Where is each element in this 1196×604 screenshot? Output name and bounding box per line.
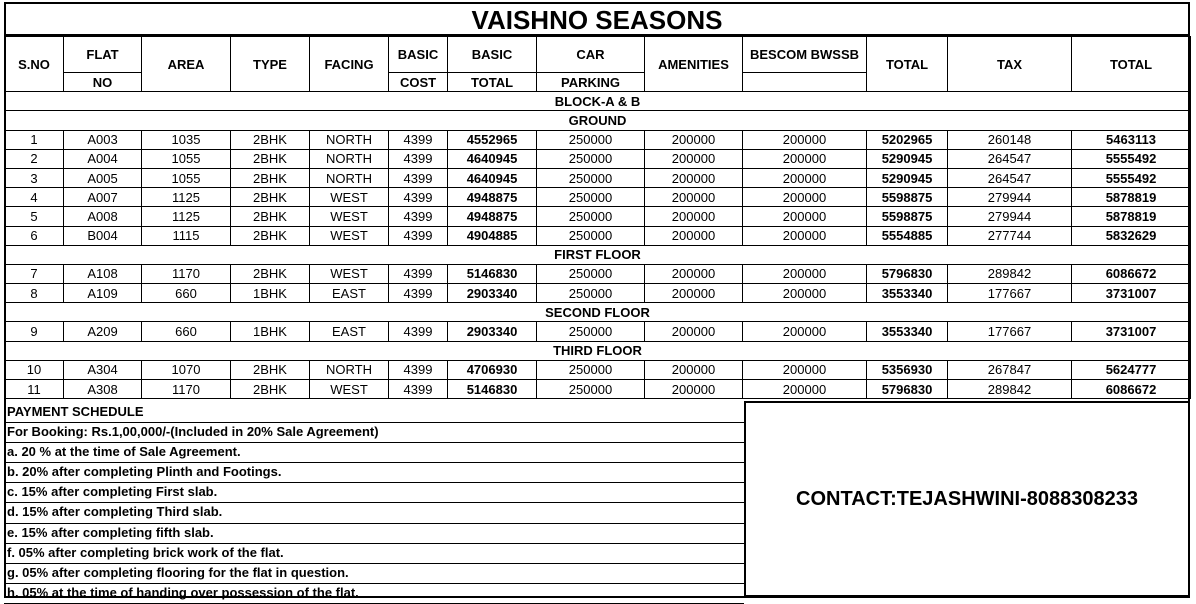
table-row [5, 207, 1191, 226]
contact-box: CONTACT:TEJASHWINI-8088308233 [744, 401, 1190, 597]
table-cell: 1170 [142, 264, 231, 283]
project-title: VAISHNO SEASONS [4, 2, 1190, 36]
table-cell: 5878819 [1072, 207, 1191, 226]
table-row [5, 264, 1191, 283]
table-cell: 200000 [645, 360, 743, 379]
table-cell: 267847 [948, 360, 1072, 379]
table-cell: 1BHK [231, 322, 310, 341]
table-row [5, 284, 1191, 303]
table-cell: NORTH [310, 360, 389, 379]
table-cell: 5463113 [1072, 130, 1191, 149]
table-row [5, 168, 1191, 187]
table-cell: 6 [5, 226, 64, 245]
table-cell: 1035 [142, 130, 231, 149]
table-cell: A108 [64, 264, 142, 283]
table-cell: 4399 [389, 188, 448, 207]
table-cell: 200000 [743, 168, 867, 187]
table-cell: 1070 [142, 360, 231, 379]
table-cell: 1125 [142, 207, 231, 226]
table-cell: 277744 [948, 226, 1072, 245]
table-row [5, 226, 1191, 245]
table-cell: 250000 [537, 226, 645, 245]
table-cell: 4399 [389, 130, 448, 149]
table-cell: 5290945 [867, 168, 948, 187]
table-cell: 4399 [389, 226, 448, 245]
payment-line: a. 20 % at the time of Sale Agreement. [4, 443, 744, 463]
table-cell: WEST [310, 264, 389, 283]
table-cell: NORTH [310, 149, 389, 168]
table-row [5, 130, 1191, 149]
payment-line: f. 05% after completing brick work of the flat. [4, 544, 744, 564]
table-cell: 279944 [948, 188, 1072, 207]
table-cell: NORTH [310, 130, 389, 149]
table-cell: A304 [64, 360, 142, 379]
header-type: TYPE [231, 37, 310, 92]
payment-line: g. 05% after completing flooring for the flat in question. [4, 564, 744, 584]
table-cell: 4706930 [448, 360, 537, 379]
table-cell: 200000 [743, 322, 867, 341]
table-cell: 250000 [537, 207, 645, 226]
table-cell: 3 [5, 168, 64, 187]
table-cell: 5555492 [1072, 149, 1191, 168]
payment-heading: PAYMENT SCHEDULE [4, 403, 744, 423]
header-tax: TAX [948, 37, 1072, 92]
table-cell: 264547 [948, 168, 1072, 187]
table-cell: 5356930 [867, 360, 948, 379]
price-table [4, 36, 1191, 399]
table-row [5, 360, 1191, 379]
table-cell: 4399 [389, 207, 448, 226]
table-cell: 4399 [389, 322, 448, 341]
table-cell: 200000 [645, 226, 743, 245]
table-cell: 250000 [537, 188, 645, 207]
table-cell: WEST [310, 226, 389, 245]
header-basic-total: BASIC [448, 37, 537, 73]
header-grand-total: TOTAL [1072, 37, 1191, 92]
table-cell: 4399 [389, 284, 448, 303]
table-cell: 250000 [537, 130, 645, 149]
table-cell: 1055 [142, 168, 231, 187]
payment-line: b. 20% after completing Plinth and Footings. [4, 463, 744, 483]
table-cell: 200000 [743, 284, 867, 303]
table-cell: 5878819 [1072, 188, 1191, 207]
table-cell: 4552965 [448, 130, 537, 149]
table-cell: 4399 [389, 264, 448, 283]
table-cell: 1125 [142, 188, 231, 207]
table-cell: 200000 [743, 130, 867, 149]
table-cell: 2BHK [231, 130, 310, 149]
table-cell: 200000 [645, 188, 743, 207]
section-label: THIRD FLOOR [5, 341, 1191, 360]
table-cell: 4640945 [448, 168, 537, 187]
table-cell: 250000 [537, 264, 645, 283]
table-cell: 200000 [645, 168, 743, 187]
table-cell: 200000 [743, 360, 867, 379]
table-cell: 2903340 [448, 284, 537, 303]
table-cell: 3553340 [867, 284, 948, 303]
table-row [5, 149, 1191, 168]
table-cell: 6086672 [1072, 264, 1191, 283]
table-cell: 5146830 [448, 264, 537, 283]
header-flat: FLAT [64, 37, 142, 73]
table-cell: 250000 [537, 284, 645, 303]
table-cell: 250000 [537, 149, 645, 168]
table-cell: EAST [310, 322, 389, 341]
table-cell: 200000 [743, 149, 867, 168]
table-cell: B004 [64, 226, 142, 245]
table-cell: 200000 [743, 188, 867, 207]
table-cell: A007 [64, 188, 142, 207]
table-cell: 2BHK [231, 226, 310, 245]
table-cell: 4399 [389, 168, 448, 187]
table-cell: 3731007 [1072, 322, 1191, 341]
table-cell: 3553340 [867, 322, 948, 341]
table-cell: 6086672 [1072, 380, 1191, 399]
table-cell: 2BHK [231, 380, 310, 399]
table-cell: A003 [64, 130, 142, 149]
table-cell: 200000 [645, 380, 743, 399]
table-row [5, 188, 1191, 207]
table-cell: 2BHK [231, 207, 310, 226]
header-basic-cost: BASIC [389, 37, 448, 73]
table-cell: 4948875 [448, 188, 537, 207]
table-cell: 5598875 [867, 188, 948, 207]
table-cell: 4904885 [448, 226, 537, 245]
header-flat-no: NO [64, 73, 142, 92]
table-cell: 2BHK [231, 168, 310, 187]
table-cell: 7 [5, 264, 64, 283]
table-cell: 5796830 [867, 380, 948, 399]
table-cell: 1 [5, 130, 64, 149]
table-cell: WEST [310, 207, 389, 226]
payment-line: c. 15% after completing First slab. [4, 483, 744, 503]
table-cell: 5624777 [1072, 360, 1191, 379]
table-cell: 250000 [537, 322, 645, 341]
table-cell: 250000 [537, 168, 645, 187]
header-sno: S.NO [5, 37, 64, 92]
table-cell: 177667 [948, 322, 1072, 341]
table-cell: 2BHK [231, 149, 310, 168]
table-cell: 200000 [645, 284, 743, 303]
header-facing: FACING [310, 37, 389, 92]
table-cell: 264547 [948, 149, 1072, 168]
table-cell: A209 [64, 322, 142, 341]
payment-line: For Booking: Rs.1,00,000/-(Included in 20% Sale Agreement) [4, 423, 744, 443]
table-cell: 5202965 [867, 130, 948, 149]
table-cell: 1BHK [231, 284, 310, 303]
table-cell: A008 [64, 207, 142, 226]
table-cell: 5796830 [867, 264, 948, 283]
table-cell: 5554885 [867, 226, 948, 245]
table-cell: 4399 [389, 360, 448, 379]
table-cell: A109 [64, 284, 142, 303]
table-cell: 660 [142, 284, 231, 303]
table-cell: 250000 [537, 360, 645, 379]
table-cell: 200000 [645, 149, 743, 168]
table-row [5, 322, 1191, 341]
table-cell: 4399 [389, 380, 448, 399]
header-car: CAR [537, 37, 645, 73]
table-cell: 1170 [142, 380, 231, 399]
block-label: BLOCK-A & B [5, 92, 1191, 111]
table-cell: 289842 [948, 380, 1072, 399]
table-cell: A005 [64, 168, 142, 187]
table-cell: 5832629 [1072, 226, 1191, 245]
header-total: TOTAL [867, 37, 948, 92]
table-cell: 200000 [743, 226, 867, 245]
table-cell: 4399 [389, 149, 448, 168]
table-cell: 660 [142, 322, 231, 341]
table-cell: 11 [5, 380, 64, 399]
table-cell: 200000 [645, 264, 743, 283]
table-cell: 279944 [948, 207, 1072, 226]
header-bescom-2 [743, 73, 867, 92]
table-cell: 2BHK [231, 360, 310, 379]
table-cell: 5290945 [867, 149, 948, 168]
header-area: AREA [142, 37, 231, 92]
table-cell: 200000 [645, 207, 743, 226]
section-label: FIRST FLOOR [5, 245, 1191, 264]
table-cell: 4948875 [448, 207, 537, 226]
table-cell: 2BHK [231, 188, 310, 207]
section-label: GROUND [5, 111, 1191, 130]
payment-line: d. 15% after completing Third slab. [4, 503, 744, 523]
payment-line: e. 15% after completing fifth slab. [4, 524, 744, 544]
header-amenities: AMENITIES [645, 37, 743, 92]
table-cell: 2BHK [231, 264, 310, 283]
table-cell: 250000 [537, 380, 645, 399]
table-cell: 260148 [948, 130, 1072, 149]
payment-schedule [4, 403, 744, 604]
section-label: SECOND FLOOR [5, 303, 1191, 322]
payment-line: h. 05% at the time of handing over possession of the flat. [4, 584, 744, 604]
table-cell: 9 [5, 322, 64, 341]
table-row [5, 380, 1191, 399]
table-cell: A308 [64, 380, 142, 399]
table-cell: 177667 [948, 284, 1072, 303]
table-cell: 5555492 [1072, 168, 1191, 187]
table-cell: EAST [310, 284, 389, 303]
table-cell: 5598875 [867, 207, 948, 226]
table-cell: 4 [5, 188, 64, 207]
table-cell: 10 [5, 360, 64, 379]
table-cell: WEST [310, 188, 389, 207]
table-cell: 1055 [142, 149, 231, 168]
header-basic-total-2: TOTAL [448, 73, 537, 92]
table-cell: 200000 [645, 130, 743, 149]
table-cell: 3731007 [1072, 284, 1191, 303]
table-cell: 1115 [142, 226, 231, 245]
table-cell: 289842 [948, 264, 1072, 283]
table-cell: 200000 [743, 264, 867, 283]
table-cell: NORTH [310, 168, 389, 187]
table-cell: 200000 [645, 322, 743, 341]
header-basic-cost-2: COST [389, 73, 448, 92]
header-bescom: BESCOM BWSSB [743, 37, 867, 73]
table-cell: 5 [5, 207, 64, 226]
table-cell: 8 [5, 284, 64, 303]
table-cell: 200000 [743, 380, 867, 399]
table-cell: 200000 [743, 207, 867, 226]
table-cell: 4640945 [448, 149, 537, 168]
table-cell: A004 [64, 149, 142, 168]
table-cell: WEST [310, 380, 389, 399]
table-cell: 5146830 [448, 380, 537, 399]
table-cell: 2 [5, 149, 64, 168]
header-car-2: PARKING [537, 73, 645, 92]
table-cell: 2903340 [448, 322, 537, 341]
